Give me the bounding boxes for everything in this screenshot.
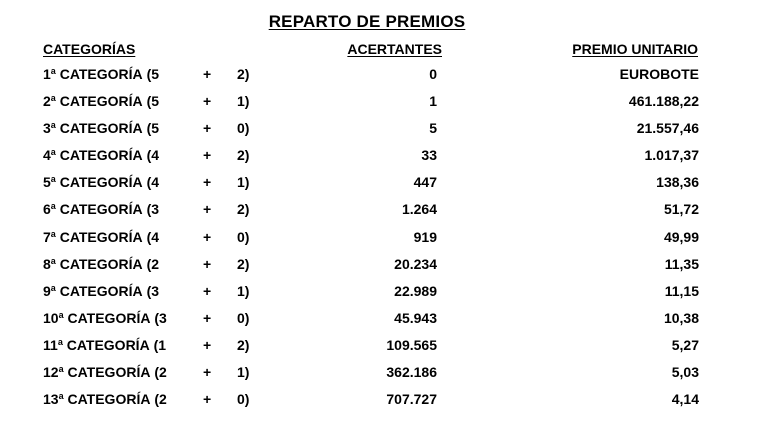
winners-cell: 919 bbox=[413, 228, 437, 245]
category-number: 12 bbox=[43, 364, 59, 381]
winners-cell: 109.565 bbox=[386, 336, 437, 353]
table-row bbox=[0, 310, 760, 337]
stars-hit: 0) bbox=[237, 228, 250, 245]
category-label: CATEGORÍA bbox=[59, 201, 143, 218]
numbers-hit: (5 bbox=[146, 93, 160, 110]
ordinal-indicator: a bbox=[50, 147, 56, 158]
ordinal-indicator: a bbox=[50, 255, 56, 266]
winners-cell: 20.234 bbox=[394, 255, 437, 272]
table-row bbox=[0, 93, 760, 120]
stars-hit: 0) bbox=[237, 391, 250, 408]
winners-cell: 45.943 bbox=[394, 309, 437, 326]
stars-hit: 2) bbox=[237, 147, 250, 164]
plus-sign: + bbox=[203, 201, 212, 218]
category-number: 5 bbox=[43, 174, 51, 191]
plus-sign: + bbox=[203, 147, 212, 164]
plus-sign: + bbox=[203, 309, 212, 326]
plus-sign: + bbox=[203, 228, 212, 245]
numbers-hit: (4 bbox=[146, 228, 160, 245]
ordinal-indicator: a bbox=[50, 93, 56, 104]
category-label: CATEGORÍA bbox=[66, 336, 150, 353]
category-cell bbox=[43, 120, 159, 136]
plus-sign: + bbox=[203, 336, 212, 353]
category-label: CATEGORÍA bbox=[59, 255, 143, 272]
header-prize: PREMIO UNITARIO bbox=[572, 41, 698, 57]
header-categories: CATEGORÍAS bbox=[43, 41, 136, 57]
ordinal-indicator: a bbox=[50, 228, 56, 239]
stars-hit: 2) bbox=[237, 255, 250, 272]
stars-hit: 2) bbox=[237, 201, 250, 218]
category-label: CATEGORÍA bbox=[67, 391, 151, 408]
ordinal-indicator: a bbox=[58, 391, 64, 402]
prize-cell: 4,14 bbox=[671, 391, 699, 408]
numbers-hit: (3 bbox=[154, 309, 167, 326]
table-row bbox=[0, 364, 760, 391]
numbers-hit: (3 bbox=[146, 282, 160, 299]
category-cell bbox=[43, 93, 159, 109]
category-number: 3 bbox=[43, 120, 51, 137]
numbers-hit: (4 bbox=[146, 147, 160, 164]
winners-cell: 707.727 bbox=[386, 391, 437, 408]
numbers-hit: (2 bbox=[146, 255, 160, 272]
table-row bbox=[0, 391, 760, 418]
category-label: CATEGORÍA bbox=[59, 282, 143, 299]
category-label: CATEGORÍA bbox=[59, 93, 143, 110]
category-cell bbox=[43, 201, 159, 217]
plus-sign: + bbox=[203, 174, 212, 191]
table-row bbox=[0, 66, 760, 93]
header-winners: ACERTANTES bbox=[347, 41, 442, 57]
category-cell bbox=[43, 283, 159, 299]
table-row bbox=[0, 229, 760, 256]
stars-hit: 1) bbox=[237, 93, 250, 110]
table-row bbox=[0, 256, 760, 283]
plus-sign: + bbox=[203, 120, 212, 137]
prize-cell: 5,03 bbox=[671, 364, 699, 381]
stars-hit: 1) bbox=[237, 282, 250, 299]
category-number: 11 bbox=[43, 336, 58, 353]
category-number: 9 bbox=[43, 282, 51, 299]
table-row bbox=[0, 120, 760, 147]
prize-cell: 49,99 bbox=[663, 228, 699, 245]
winners-cell: 1 bbox=[429, 93, 437, 110]
category-label: CATEGORÍA bbox=[59, 174, 143, 191]
category-number: 2 bbox=[43, 93, 51, 110]
category-label: CATEGORÍA bbox=[67, 309, 151, 326]
ordinal-indicator: a bbox=[57, 336, 63, 347]
prize-cell: 21.557,46 bbox=[636, 120, 699, 137]
ordinal-indicator: a bbox=[50, 174, 56, 185]
prize-table bbox=[0, 66, 760, 418]
category-label: CATEGORÍA bbox=[59, 66, 143, 82]
table-row bbox=[0, 201, 760, 228]
category-cell bbox=[43, 364, 167, 380]
numbers-hit: (5 bbox=[146, 120, 160, 137]
ordinal-indicator: a bbox=[50, 282, 56, 293]
winners-cell: 1.264 bbox=[401, 201, 437, 218]
prize-cell: EUROBOTE bbox=[619, 66, 699, 82]
category-cell bbox=[43, 337, 166, 353]
category-cell bbox=[43, 66, 159, 82]
category-number: 4 bbox=[43, 147, 51, 164]
category-cell bbox=[43, 174, 159, 190]
page-title: REPARTO DE PREMIOS bbox=[268, 12, 466, 31]
category-number: 7 bbox=[43, 228, 51, 245]
category-label: CATEGORÍA bbox=[59, 228, 143, 245]
ordinal-indicator: a bbox=[58, 309, 64, 320]
category-number: 1 bbox=[43, 66, 51, 82]
stars-hit: 1) bbox=[237, 174, 250, 191]
category-number: 6 bbox=[43, 201, 51, 218]
plus-sign: + bbox=[203, 66, 212, 82]
category-label: CATEGORÍA bbox=[67, 364, 151, 381]
table-row bbox=[0, 174, 760, 201]
winners-cell: 362.186 bbox=[386, 364, 437, 381]
prize-cell: 11,35 bbox=[664, 255, 699, 272]
category-label: CATEGORÍA bbox=[59, 147, 143, 164]
table-row bbox=[0, 337, 760, 364]
category-cell bbox=[43, 256, 159, 272]
numbers-hit: (1 bbox=[153, 336, 167, 353]
category-cell bbox=[43, 147, 159, 163]
category-cell bbox=[43, 229, 159, 245]
prize-cell: 51,72 bbox=[663, 201, 699, 218]
numbers-hit: (4 bbox=[146, 174, 160, 191]
plus-sign: + bbox=[203, 364, 212, 381]
numbers-hit: (5 bbox=[146, 66, 160, 82]
winners-cell: 447 bbox=[413, 174, 437, 191]
ordinal-indicator: a bbox=[50, 66, 56, 76]
category-number: 10 bbox=[43, 309, 59, 326]
prize-cell: 10,38 bbox=[663, 309, 699, 326]
numbers-hit: (2 bbox=[154, 391, 167, 408]
winners-cell: 0 bbox=[429, 66, 437, 82]
ordinal-indicator: a bbox=[50, 201, 56, 212]
prize-cell: 1.017,37 bbox=[644, 147, 699, 164]
plus-sign: + bbox=[203, 93, 212, 110]
category-number: 8 bbox=[43, 255, 51, 272]
stars-hit: 2) bbox=[237, 66, 250, 82]
category-label: CATEGORÍA bbox=[59, 120, 143, 137]
winners-cell: 22.989 bbox=[394, 282, 437, 299]
category-number: 13 bbox=[43, 391, 59, 408]
table-row bbox=[0, 147, 760, 174]
stars-hit: 1) bbox=[237, 364, 250, 381]
winners-cell: 5 bbox=[429, 120, 437, 137]
winners-cell: 33 bbox=[421, 147, 437, 164]
prize-cell: 461.188,22 bbox=[628, 93, 699, 110]
numbers-hit: (3 bbox=[146, 201, 160, 218]
table-row bbox=[0, 283, 760, 310]
plus-sign: + bbox=[203, 255, 212, 272]
prize-cell: 5,27 bbox=[671, 336, 699, 353]
plus-sign: + bbox=[203, 391, 212, 408]
stars-hit: 0) bbox=[237, 309, 250, 326]
prize-cell: 11,15 bbox=[664, 282, 699, 299]
stars-hit: 0) bbox=[237, 120, 250, 137]
ordinal-indicator: a bbox=[58, 364, 64, 375]
plus-sign: + bbox=[203, 282, 212, 299]
category-cell bbox=[43, 391, 167, 407]
ordinal-indicator: a bbox=[50, 120, 56, 131]
category-cell bbox=[43, 310, 167, 326]
stars-hit: 2) bbox=[237, 336, 250, 353]
numbers-hit: (2 bbox=[154, 364, 167, 381]
prize-cell: 138,36 bbox=[656, 174, 699, 191]
